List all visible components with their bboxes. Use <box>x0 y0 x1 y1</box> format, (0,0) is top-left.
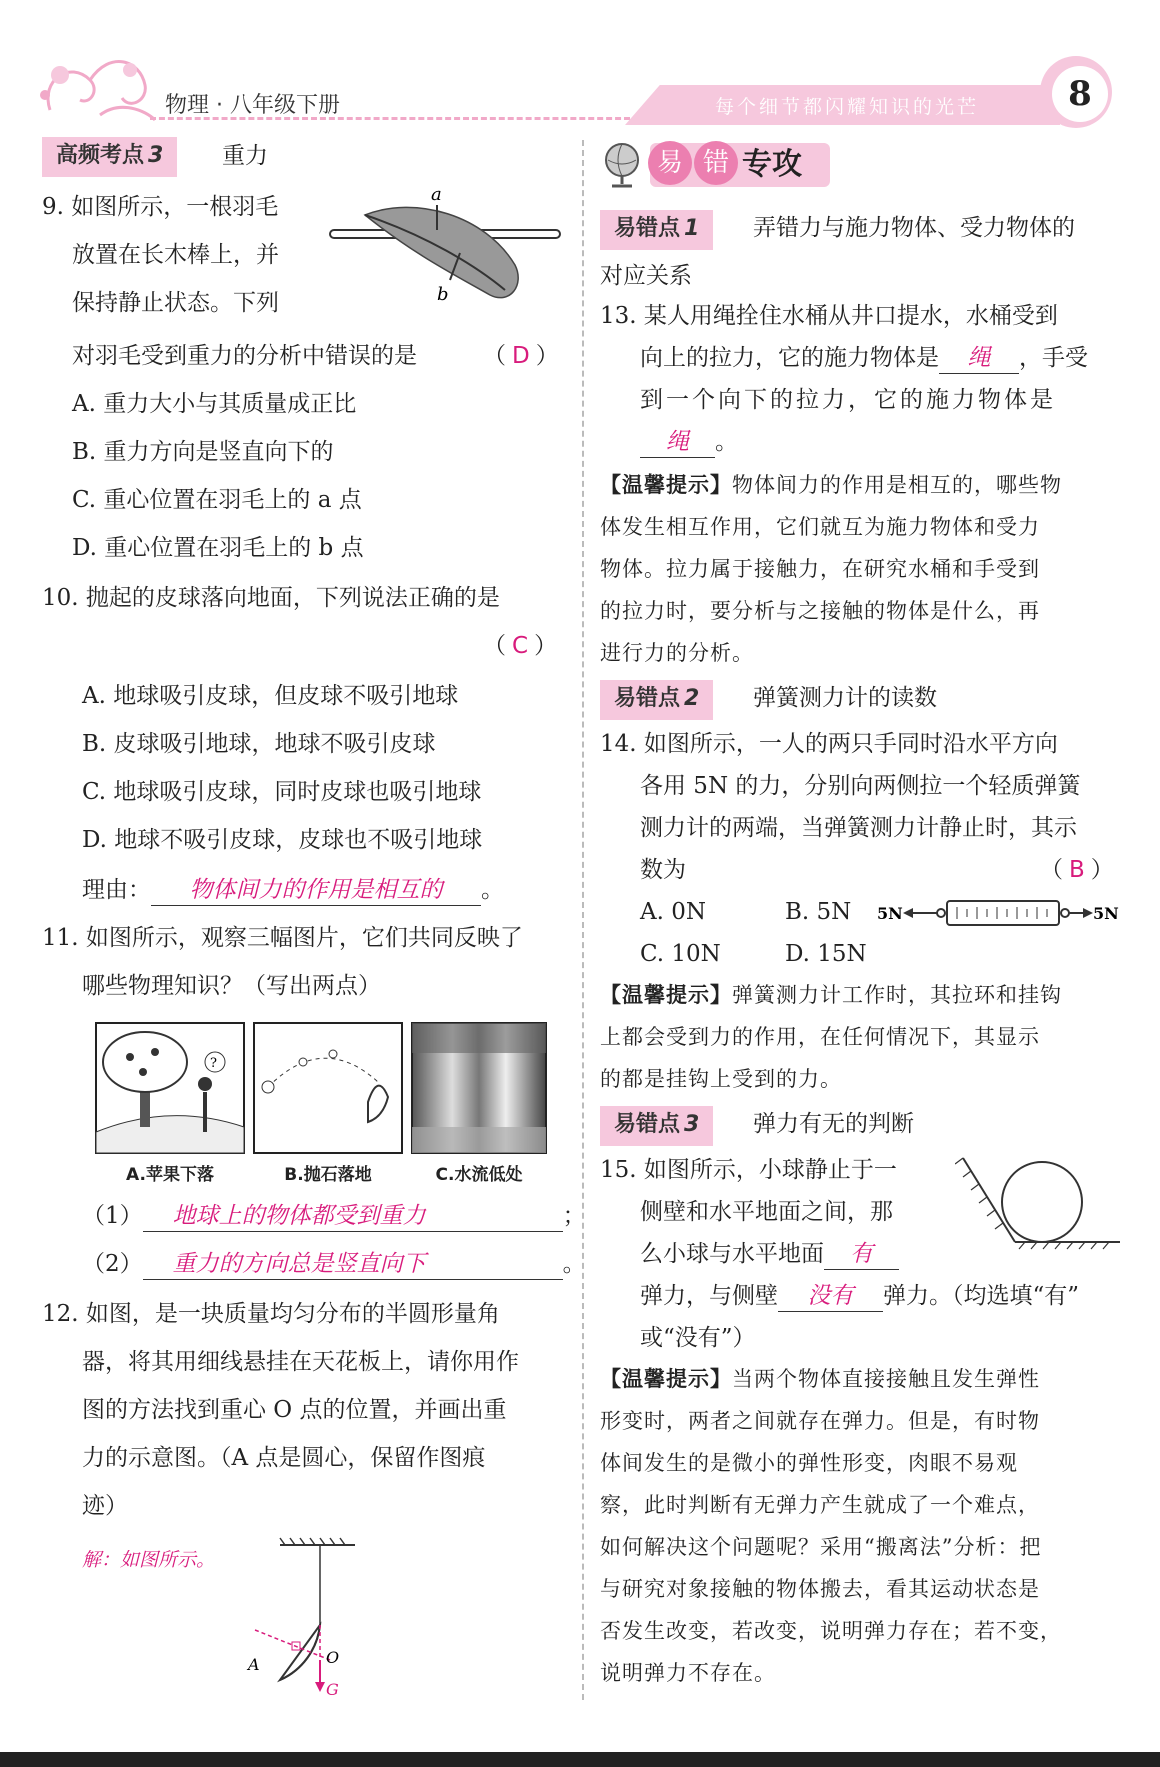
banner-char-2: 错 <box>694 141 738 185</box>
q10-reason: 理由： 物体间力的作用是相互的 。 <box>82 866 504 914</box>
q13-line-2 <box>640 334 1088 382</box>
spring-scale-figure <box>875 895 1120 931</box>
q9-stem-end: 对羽毛受到重力的分析中错误的是 <box>72 343 417 369</box>
section-title: 重力 <box>222 143 268 169</box>
p2-title: 弹簧测力计的读数 <box>753 685 937 711</box>
apple-fall-picture <box>95 1022 245 1157</box>
p2-tag <box>600 680 713 720</box>
caption-apple: A.苹果下落 <box>126 1165 214 1185</box>
q15-text-4: 弹力，与侧壁 <box>640 1283 778 1309</box>
p3-tip-2: 形变时，两者之间就存在弹力。但是，有时物 <box>600 1409 1040 1433</box>
q12-line-5: 迹） <box>82 1493 128 1519</box>
q14-line-1: 14. 如图所示，一人的两只手同时沿水平方向 <box>600 731 1058 757</box>
protractor-label-o: O <box>326 1648 340 1667</box>
q15-text-5: 弹力。（均选填“有” <box>883 1283 1080 1309</box>
q15-line-3 <box>640 1230 899 1278</box>
q9-line-1: 9. 如图所示，一根羽毛 <box>42 194 279 220</box>
p1-tag <box>600 210 713 250</box>
q9-option-c: C. 重心位置在羽毛上的 a 点 <box>72 487 362 513</box>
p1-tip-1 <box>600 464 1062 506</box>
p3-tip-text-1: 当两个物体直接接触且发生弹性 <box>732 1367 1040 1391</box>
p3-tip-label: 【温馨提示】 <box>600 1367 732 1391</box>
q11-ans2-label: （2） <box>82 1251 143 1277</box>
floral-ornament-icon <box>30 40 170 130</box>
p2-tip-2: 上都会受到力的作用，在任何情况下，其显示 <box>600 1025 1040 1049</box>
page-number: 8 <box>1052 66 1108 122</box>
p2-tip-label: 【温馨提示】 <box>600 983 732 1007</box>
p3-tip-1 <box>600 1358 1040 1400</box>
p1-tip-text-1: 物体间力的作用是相互的，哪些物 <box>732 473 1062 497</box>
q15-line-2: 侧壁和水平地面之间，那 <box>640 1199 893 1225</box>
q11-line-2: 哪些物理知识？（写出两点） <box>82 973 381 999</box>
q13-answer-1: 绳 <box>939 343 1019 374</box>
q12-solution: 解：如图所示。 <box>82 1549 216 1571</box>
q13-answer-2: 绳 <box>640 427 715 458</box>
q10-answer-bracket: （ C ） <box>483 633 558 659</box>
q15-line-1: 15. 如图所示，小球静止于一 <box>600 1157 897 1183</box>
q14-option-c: C. 10N <box>640 941 721 967</box>
q11-line-1: 11. 如图所示，观察三幅图片，它们共同反映了 <box>42 925 523 951</box>
q14-option-a: A. 0N <box>640 899 706 925</box>
banner-title: 专攻 <box>742 147 802 182</box>
globe-icon <box>600 140 650 190</box>
p1-title-cont: 对应关系 <box>600 263 692 289</box>
q10-line: 10. 抛起的皮球落向地面，下列说法正确的是 <box>42 585 500 611</box>
section-tag-label: 高频考点 <box>56 143 145 168</box>
p1-title: 弄错力与施力物体、受力物体的 <box>753 215 1075 241</box>
q14-option-b: B. 5N <box>785 899 852 925</box>
force-left-label: 5N <box>877 904 903 923</box>
q10-option-d: D. 地球不吸引皮球，皮球也不吸引地球 <box>82 827 483 853</box>
p3-tip-5: 如何解决这个问题呢？采用“搬离法”分析：把 <box>600 1535 1042 1559</box>
header-divider <box>150 117 630 120</box>
caption-water: C.水流低处 <box>435 1165 523 1185</box>
force-right-label: 5N <box>1093 904 1119 923</box>
p1-tip-5: 进行力的分析。 <box>600 641 754 665</box>
stone-throw-picture <box>253 1022 403 1157</box>
q11-ans1: 地球上的物体都受到重力 <box>143 1201 563 1232</box>
q11-ans2: 重力的方向总是竖直向下 <box>143 1249 563 1280</box>
feather-label-b: b <box>437 284 449 305</box>
q13-line-3: 到一个向下的拉力，它的施力物体是 <box>640 387 1056 413</box>
q14-line-3: 测力计的两端，当弹簧测力计静止时，其示 <box>640 815 1077 841</box>
p2-tip-text-1: 弹簧测力计工作时，其拉环和挂钩 <box>732 983 1062 1007</box>
q10-reason-answer: 物体间力的作用是相互的 <box>151 875 481 906</box>
q9-option-b: B. 重力方向是竖直向下的 <box>72 439 334 465</box>
slogan-text: 每个细节都闪耀知识的光芒 <box>715 96 980 118</box>
p3-title: 弹力有无的判断 <box>753 1111 914 1137</box>
p3-tag <box>600 1106 713 1146</box>
q14-answer-bracket: （ B ） <box>1040 857 1114 883</box>
q13-text-2: 向上的拉力，它的施力物体是 <box>640 345 939 371</box>
q9-option-d: D. 重心位置在羽毛上的 b 点 <box>72 535 364 561</box>
q15-text-3: 么小球与水平地面 <box>640 1241 824 1267</box>
q14-line-2: 各用 5N 的力，分别向两侧拉一个轻质弹簧 <box>640 773 1081 799</box>
subject-label: 物理 · 八年级下册 <box>165 93 340 118</box>
q9-answer: D <box>512 343 530 369</box>
q10-reason-label: 理由： <box>82 877 151 903</box>
ball-wall-figure <box>955 1150 1120 1260</box>
q11-ans1-label: （1） <box>82 1203 143 1229</box>
q14-option-d: D. 15N <box>785 941 867 967</box>
p3-tip-7: 否发生改变，若改变，说明弹力存在；若不变， <box>600 1619 1062 1643</box>
q10-option-c: C. 地球吸引皮球，同时皮球也吸引地球 <box>82 779 482 805</box>
q11-answer-1: （1） 地球上的物体都受到重力 ； <box>82 1192 586 1240</box>
p3-tip-8: 说明弹力不存在。 <box>600 1661 776 1685</box>
q13-line-1: 13. 某人用绳拴住水桶从井口提水，水桶受到 <box>600 303 1058 329</box>
p3-tip-3: 体间发生的是微小的弹性形变，肉眼不易观 <box>600 1451 1018 1475</box>
p3-tag-label: 易错点 <box>614 1112 681 1137</box>
q15-answer-2: 没有 <box>778 1281 883 1312</box>
p1-tip-2: 体发生相互作用，它们就互为施力物体和受力 <box>600 515 1040 539</box>
p2-tip-1 <box>600 974 1062 1016</box>
p2-tag-label: 易错点 <box>614 686 681 711</box>
caption-stone: B.抛石落地 <box>284 1165 372 1185</box>
q11-answer-2: （2） 重力的方向总是竖直向下 。 <box>82 1240 586 1288</box>
q13-line-4 <box>640 418 738 466</box>
q13-text-3: ，手受 <box>1019 345 1088 371</box>
q10-answer: C <box>512 633 529 659</box>
q15-answer-1: 有 <box>824 1239 899 1270</box>
p3-tip-4: 察，此时判断有无弹力产生就成了一个难点， <box>600 1493 1040 1517</box>
q14-line-4: 数为 <box>640 857 686 883</box>
protractor-figure <box>240 1500 380 1695</box>
bottom-bar <box>0 1752 1160 1767</box>
section-tag <box>42 137 177 177</box>
q12-line-2: 器，将其用细线悬挂在天花板上，请你用作 <box>82 1349 519 1375</box>
q14-answer: B <box>1069 857 1085 883</box>
q9-option-a: A. 重力大小与其质量成正比 <box>72 391 357 417</box>
column-divider <box>582 140 584 1700</box>
q10-option-b: B. 皮球吸引地球，地球不吸引皮球 <box>82 731 436 757</box>
q15-line-6: 或“没有”） <box>640 1325 756 1351</box>
p1-tip-label: 【温馨提示】 <box>600 473 732 497</box>
q13-text-5: 。 <box>715 429 738 455</box>
q9-line-4 <box>72 332 417 380</box>
q9-line-3: 保持静止状态。下列 <box>72 290 279 316</box>
protractor-label-g: G <box>326 1680 339 1695</box>
q15-line-4 <box>640 1272 1079 1320</box>
feather-label-a: a <box>431 185 442 205</box>
q9-line-2: 放置在长木棒上，并 <box>72 242 279 268</box>
q12-line-3: 图的方法找到重心 O 点的位置，并画出重 <box>82 1397 507 1423</box>
q9-answer-bracket: （ D ） <box>483 343 559 369</box>
p1-tip-4: 的拉力时，要分析与之接触的物体是什么，再 <box>600 599 1040 623</box>
protractor-label-a: A <box>248 1655 260 1674</box>
p1-tag-label: 易错点 <box>614 216 681 241</box>
q10-option-a: A. 地球吸引皮球，但皮球不吸引地球 <box>82 683 459 709</box>
p3-tag-number: 3 <box>684 1112 700 1137</box>
p1-tag-number: 1 <box>684 216 700 241</box>
section-tag-number: 3 <box>148 143 164 168</box>
svg-text:?: ? <box>210 1056 217 1071</box>
p2-tag-number: 2 <box>684 686 700 711</box>
waterfall-picture <box>411 1022 547 1157</box>
p3-tip-6: 与研究对象接触的物体搬去，看其运动状态是 <box>600 1577 1040 1601</box>
p2-tip-3: 的都是挂钩上受到的力。 <box>600 1067 842 1091</box>
q12-line-4: 力的示意图。（A 点是圆心，保留作图痕 <box>82 1445 486 1471</box>
banner-char-1: 易 <box>648 141 692 185</box>
feather-figure <box>325 185 565 315</box>
p1-tip-3: 物体。拉力属于接触力，在研究水桶和手受到 <box>600 557 1040 581</box>
q12-line-1: 12. 如图，是一块质量均匀分布的半圆形量角 <box>42 1301 500 1327</box>
